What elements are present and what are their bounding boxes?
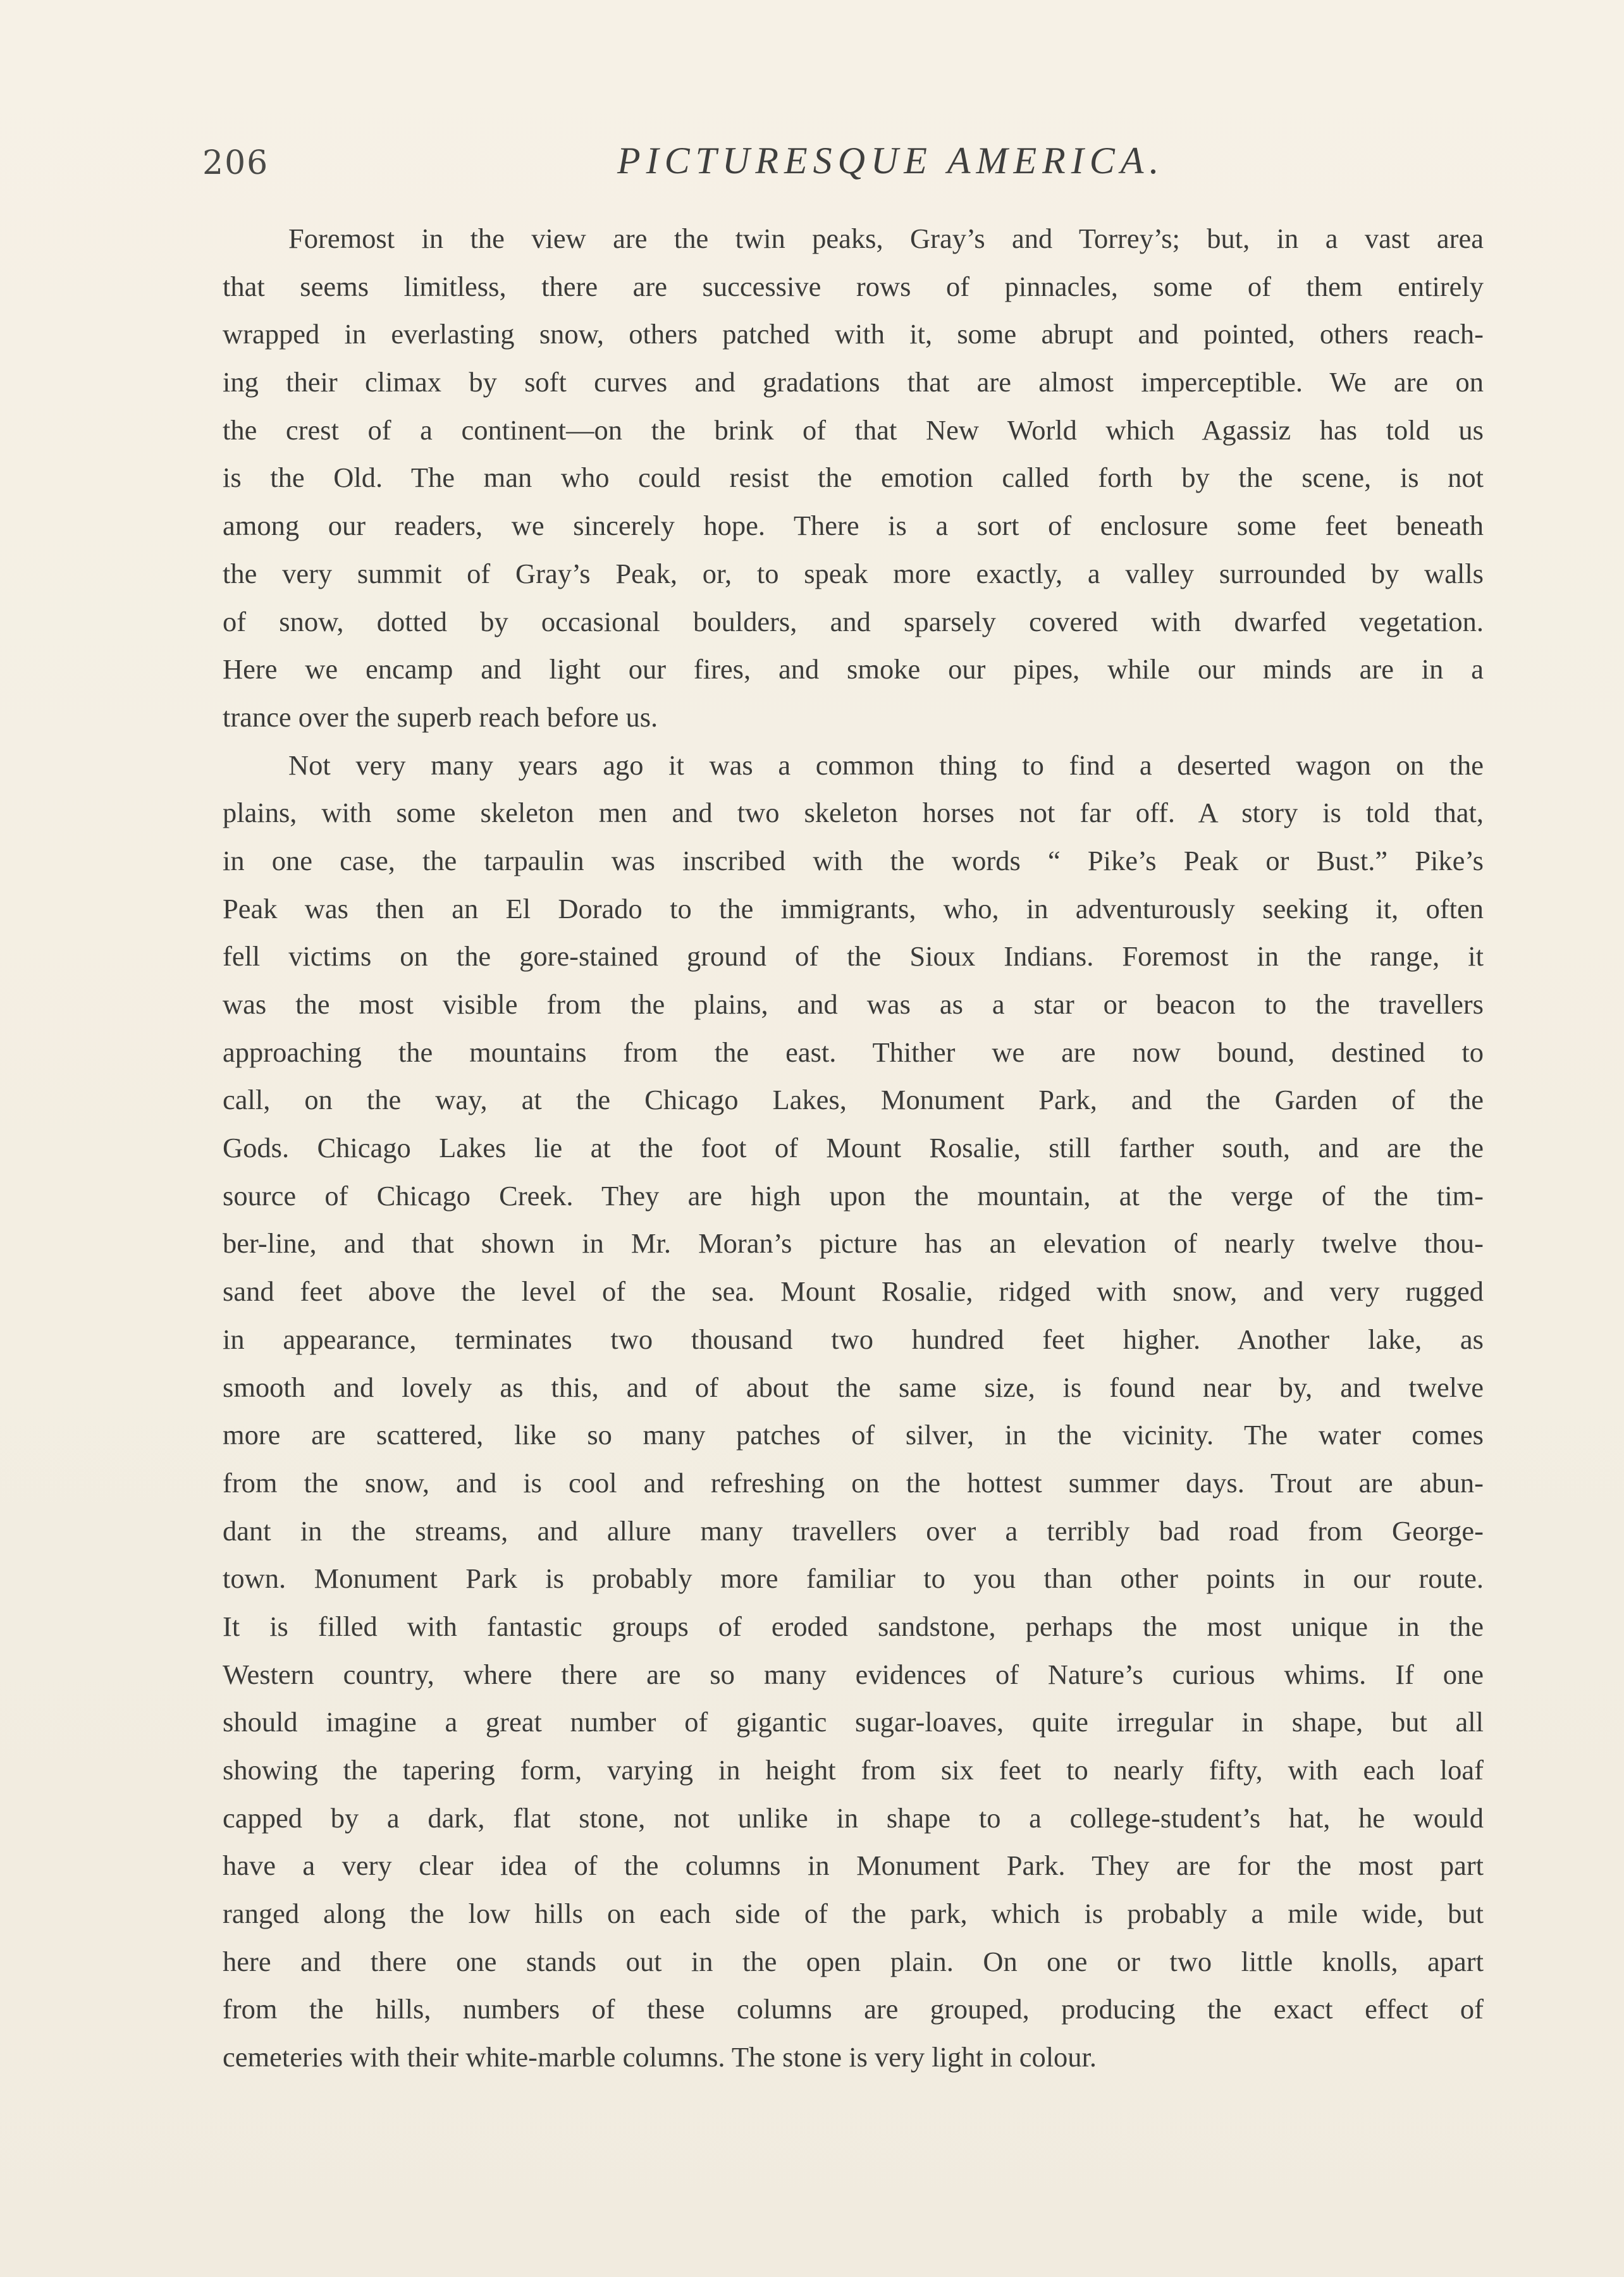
text-line: plains, with some skeleton men and two skeleton horses not far off. A story is told that, xyxy=(223,797,1484,829)
text-line: capped by a dark, flat stone, not unlike in shape to a college-student’s hat, he would xyxy=(223,1801,1484,1834)
text-line: from the snow, and is cool and refreshing on the hottest summer days. Trout are abun- xyxy=(223,1466,1484,1499)
text-line: ber-line, and that shown in Mr. Moran’s picture has an elevation of nearly twelve thou- xyxy=(223,1227,1484,1260)
text-line: ranged along the low hills on each side of the park, which is probably a mile wide, but xyxy=(223,1898,1484,1930)
text-line: the very summit of Gray’s Peak, or, to speak more exactly, a valley surrounded by walls xyxy=(223,557,1484,589)
text-line: trance over the superb reach before us. xyxy=(223,701,658,733)
text-line: sand feet above the level of the sea. Mount Rosalie, ridged with snow, and very rugged xyxy=(223,1275,1484,1308)
text-line: call, on the way, at the Chicago Lakes, Monument Park, and the Garden of the xyxy=(223,1084,1484,1116)
text-line: have a very clear idea of the columns in Monument Park. They are for the most part xyxy=(223,1850,1484,1882)
page-header xyxy=(0,133,1624,190)
text-line: town. Monument Park is probably more familiar to you than other points in our route. xyxy=(223,1562,1484,1595)
text-line: in one case, the tarpaulin was inscribed with the words “ Pike’s Peak or Bust.” Pike’s xyxy=(223,844,1484,876)
text-line: wrapped in everlasting snow, others patched with it, some abrupt and pointed, others reach- xyxy=(223,318,1484,350)
text-line: was the most visible from the plains, and was as a star or beacon to the travellers xyxy=(223,988,1484,1020)
text-line: that seems limitless, there are successive rows of pinnacles, some of them entirely xyxy=(223,270,1484,302)
body-text xyxy=(223,215,1484,2082)
paragraph xyxy=(223,742,1484,2082)
text-line: among our readers, we sincerely hope. There is a sort of enclosure some feet beneath xyxy=(223,510,1484,542)
text-line: fell victims on the gore-stained ground of the Sioux Indians. Foremost in the range, it xyxy=(223,940,1484,973)
page-number: 206 xyxy=(202,144,269,182)
text-line: dant in the streams, and allure many travellers over a terribly bad road from George- xyxy=(223,1514,1484,1547)
running-title: PICTURESQUE AMERICA. xyxy=(617,140,1165,181)
text-line: is the Old. The man who could resist the emotion called forth by the scene, is not xyxy=(223,462,1484,494)
text-line: Foremost in the view are the twin peaks, Gray’s and Torrey’s; but, in a vast area xyxy=(288,223,1484,254)
text-line: cemeteries with their white-marble columns. The stone is very light in colour. xyxy=(223,2041,1097,2073)
text-line: from the hills, numbers of these columns are grouped, producing the exact effect of xyxy=(223,1993,1484,2025)
text-line: source of Chicago Creek. They are high upon the mountain, at the verge of the tim- xyxy=(223,1179,1484,1212)
text-line: more are scattered, like so many patches of silver, in the vicinity. The water comes xyxy=(223,1419,1484,1451)
text-line: the crest of a continent—on the brink of that New World which Agassiz has told us xyxy=(223,414,1484,446)
text-line: showing the tapering form, varying in height from six feet to nearly fifty, with each loaf xyxy=(223,1754,1484,1786)
text-line: Gods. Chicago Lakes lie at the foot of Mount Rosalie, still farther south, and are the xyxy=(223,1132,1484,1164)
text-line: here and there one stands out in the open plain. On one or two little knolls, apart xyxy=(223,1945,1484,1977)
text-line: should imagine a great number of gigantic sugar-loaves, quite irregular in shape, but all xyxy=(223,1706,1484,1738)
text-line: Peak was then an El Dorado to the immigrants, who, in adventurously seeking it, often xyxy=(223,892,1484,924)
text-line: Here we encamp and light our fires, and smoke our pipes, while our minds are in a xyxy=(223,653,1484,685)
text-line: It is filled with fantastic groups of eroded sandstone, perhaps the most unique in the xyxy=(223,1610,1484,1642)
text-line: in appearance, terminates two thousand two hundred feet higher. Another lake, as xyxy=(223,1323,1484,1355)
text-line: Not very many years ago it was a common thing to find a deserted wagon on the xyxy=(288,749,1484,781)
text-line: ing their climax by soft curves and gradations that are almost imperceptible. We are on xyxy=(223,366,1484,398)
text-line: of snow, dotted by occasional boulders, and sparsely covered with dwarfed vegetation. xyxy=(223,605,1484,637)
text-line: smooth and lovely as this, and of about the same size, is found near by, and twelve xyxy=(223,1371,1484,1403)
paragraph xyxy=(223,215,1484,742)
text-line: Western country, where there are so many evidences of Nature’s curious whims. If one xyxy=(223,1658,1484,1690)
text-line: approaching the mountains from the east. Thither we are now bound, destined to xyxy=(223,1036,1484,1068)
